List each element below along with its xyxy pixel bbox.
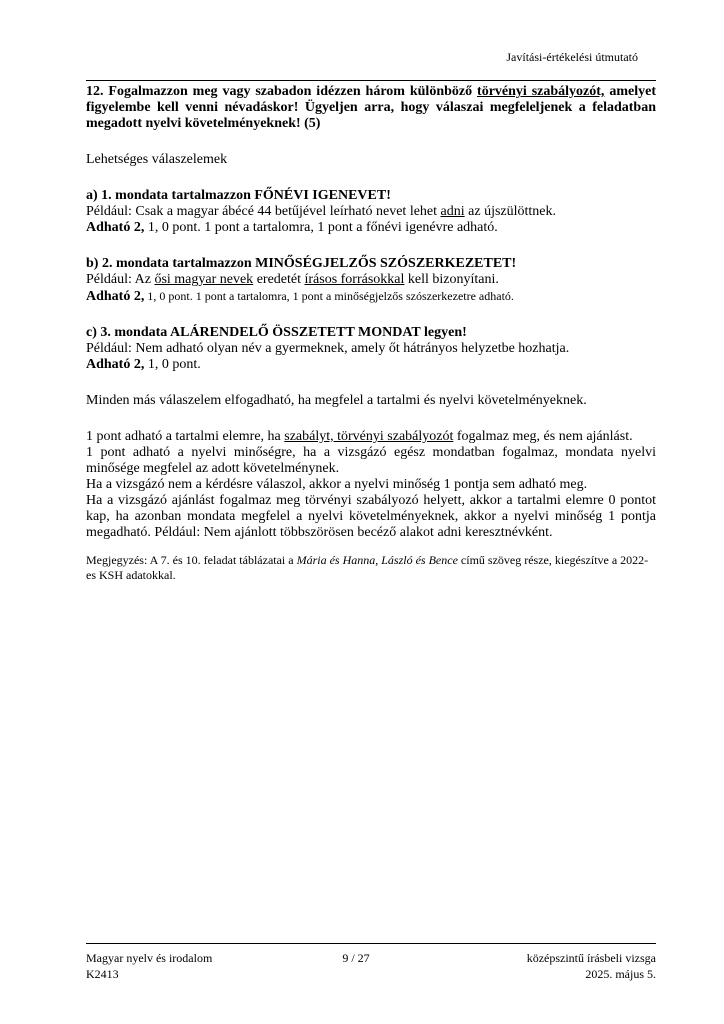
task-title bbox=[86, 84, 656, 132]
remark-italic: Mária és Hanna, László és Bence bbox=[296, 553, 458, 567]
task-text-cont: amelyet figyelembe kell venni névadáskor! Ügyeljen arra, hogy válaszai megfeleljenek a feladatban megadott nyelvi követelményeknek! (5) bbox=[86, 84, 656, 131]
section-c-example: Például: Nem adható olyan név a gyermeknek, amely őt hátrányos helyzetbe hozhatja. bbox=[86, 341, 570, 356]
example-underlined: adni bbox=[440, 204, 465, 219]
page-number: 9 / 27 bbox=[342, 951, 370, 965]
footer-exam-level: középszintű írásbeli vizsga bbox=[526, 951, 656, 965]
page-content bbox=[86, 84, 656, 583]
section-c-score bbox=[86, 357, 656, 373]
example-underlined: ősi magyar nevek bbox=[154, 272, 254, 287]
task-text: Fogalmazzon meg vagy szabadon idézzen három különböző bbox=[108, 84, 478, 99]
task-underlined: törvényi szabályozót, bbox=[477, 84, 605, 99]
scoring-notes bbox=[86, 429, 656, 541]
footer-divider bbox=[86, 943, 656, 944]
score-bold: Adható 2, bbox=[86, 289, 145, 304]
note-text-end: fogalmaz meg, és nem ajánlást. bbox=[453, 429, 633, 444]
section-b-example bbox=[86, 272, 656, 288]
section-a-heading: a) 1. mondata tartalmazzon FŐNÉVI IGENEVET! bbox=[86, 188, 391, 203]
section-b bbox=[86, 256, 656, 305]
remark-text: Megjegyzés: A 7. és 10. feladat táblázatai a bbox=[86, 553, 297, 567]
section-a-score bbox=[86, 220, 656, 236]
example-text: Például: Csak a magyar ábécé 44 betűjével leírható nevet lehet bbox=[86, 204, 441, 219]
example-text-end: az újszülöttnek. bbox=[464, 204, 557, 219]
remark-text-end: című szöveg része, kiegészítve a 2022-es KSH adatokkal. bbox=[86, 553, 649, 582]
section-a bbox=[86, 188, 656, 236]
note-1 bbox=[86, 429, 656, 445]
footer-right bbox=[527, 950, 656, 982]
task-number: 12. bbox=[86, 84, 104, 99]
example-text-mid: eredetét bbox=[253, 272, 305, 287]
score-text: 1, 0 pont. 1 pont a tartalomra, 1 pont a főnévi igenévre adható. bbox=[144, 220, 498, 235]
intro-label: Lehetséges válaszelemek bbox=[86, 152, 228, 167]
section-c bbox=[86, 325, 656, 373]
section-b-score bbox=[86, 288, 656, 305]
note-2: 1 pont adható a nyelvi minőségre, ha a vizsgázó egész mondatban fogalmaz, mondata nyelvi minősége megfelel az adott követelménynek. bbox=[86, 445, 656, 476]
example-text: Például: Az bbox=[86, 272, 155, 287]
section-b-heading: b) 2. mondata tartalmazzon MINŐSÉGJELZŐS SZÓSZERKEZETET! bbox=[86, 256, 517, 271]
score-bold: Adható 2, bbox=[86, 220, 145, 235]
note-3: Ha a vizsgázó nem a kérdésre válaszol, akkor a nyelvi minőség 1 pontja sem adható meg. bbox=[86, 477, 588, 492]
page-header: Javítási-értékelési útmutató bbox=[506, 50, 638, 64]
section-a-example bbox=[86, 204, 656, 220]
section-c-heading: c) 3. mondata ALÁRENDELŐ ÖSSZETETT MONDAT legyen! bbox=[86, 325, 467, 340]
remark bbox=[86, 553, 656, 583]
header-divider bbox=[86, 80, 656, 81]
score-text: 1, 0 pont. bbox=[144, 357, 201, 372]
example-text-end: kell bizonyítani. bbox=[404, 272, 499, 287]
other-answers-note: Minden más válaszelem elfogadható, ha megfelel a tartalmi és nyelvi követelményeknek. bbox=[86, 393, 587, 408]
note-4: Ha a vizsgázó ajánlást fogalmaz meg törvényi szabályozó helyett, akkor a tartalmi elemre 0 pontot kap, ha azonban mondata megfelel a nyelvi követelményeknek, akkor a nyelvi minőség 1 pontja megadható. Például: Nem ajánlott többszörösen becéző alakot adni keresztnévként. bbox=[86, 493, 656, 540]
score-text: 1, 0 pont. 1 pont a tartalomra, 1 pont a minőségjelzős szószerkezetre adható. bbox=[144, 289, 514, 303]
note-underlined: szabályt, törvényi szabályozót bbox=[284, 429, 454, 444]
note-text: 1 pont adható a tartalmi elemre, ha bbox=[86, 429, 285, 444]
footer-subject: Magyar nyelv és irodalom bbox=[86, 951, 213, 965]
score-bold: Adható 2, bbox=[86, 357, 145, 372]
footer-date: 2025. május 5. bbox=[585, 967, 656, 981]
footer-code: K2413 bbox=[86, 967, 119, 981]
example-underlined-2: írásos forrásokkal bbox=[304, 272, 405, 287]
